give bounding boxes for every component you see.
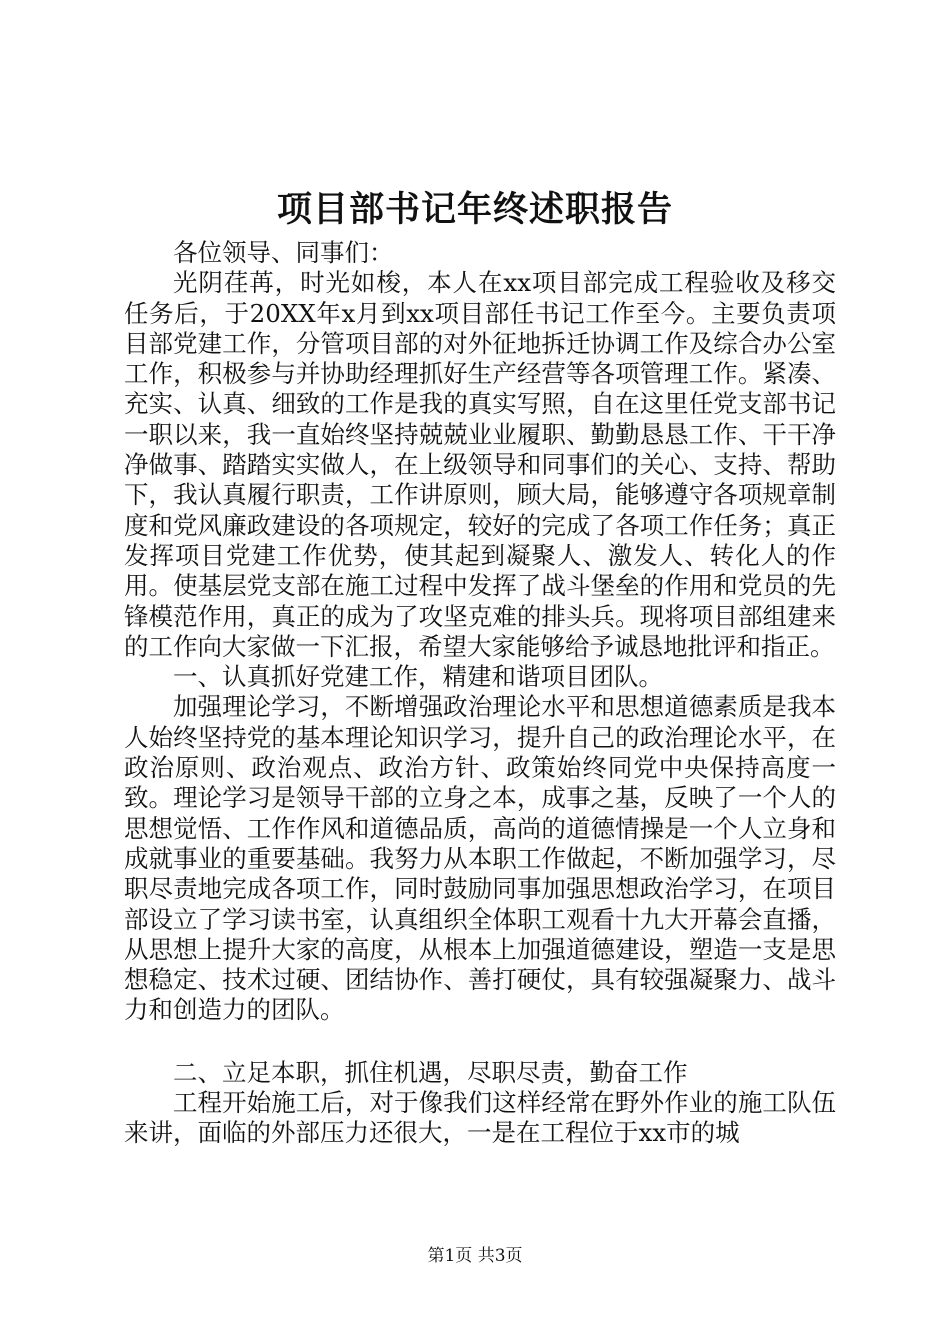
paragraph-gap (124, 1026, 836, 1058)
section-2-heading: 二、立足本职，抓住机遇，尽职尽责，勤奋工作 (173, 1057, 688, 1087)
intro-paragraph: 光阴荏苒，时光如梭，本人在xx项目部完成工程验收及移交任务后，于20XX年x月到xx项目部任书记工作至今。主要负责项目部党建工作，分管项目部的对外征地拆迁协调工作及综合办公室工作，积极参与并协助经理抓好生产经营等各项管理工作。紧凑、充实、认真、细致的工作是我的真实写照，自在这里任党支部书记一职以来，我一直始终坚持兢兢业业履职、勤勤恳恳工作、干干净净做事、踏踏实实做人，在上级领导和同事们的关心、支持、帮助下，我认真履行职责，工作讲原则，顾大局，能够遵守各项规章制度和党风廉政建设的各项规定，较好的完成了各项工作任务；真正发挥项目党建工作优势，使其起到凝聚人、激发人、转化人的作用。使基层党支部在施工过程中发挥了战斗堡垒的作用和党员的先锋模范作用，真正的成为了攻坚克难的排头兵。现将项目部组建来的工作向大家做一下汇报，希望大家能够给予诚恳地批评和指正。 (124, 268, 836, 661)
salutation: 各位领导、同事们： (173, 238, 394, 267)
document-title: 项目部书记年终述职报告 (276, 189, 673, 230)
section-2-paragraph: 工程开始施工后，对于像我们这样经常在野外作业的施工队伍来讲，面临的外部压力还很大，一是在工程位于xx市的城 (124, 1088, 836, 1148)
document-body (124, 238, 836, 1149)
page-footer: 第1页 共3页 (427, 1246, 523, 1266)
section-1-paragraph: 加强理论学习，不断增强政治理论水平和思想道德素质是我本人始终坚持党的基本理论知识学习，提升自己的政治理论水平，在政治原则、政治观点、政治方针、政策始终同党中央保持高度一致。理论学习是领导干部的立身之本，成事之基，反映了一个人的思想觉悟、工作作风和道德品质，高尚的道德情操是一个人立身和成就事业的重要基础。我努力从本职工作做起，不断加强学习，尽职尽责地完成各项工作，同时鼓励同事加强思想政治学习，在项目部设立了学习读书室，认真组织全体职工观看十九大开幕会直播，从思想上提升大家的高度，从根本上加强道德建设，塑造一支是思想稳定、技术过硬、团结协作、善打硬仗，具有较强凝聚力、战斗力和创造力的团队。 (124, 692, 836, 1025)
section-1-heading: 一、认真抓好党建工作，精建和谐项目团队。 (173, 662, 663, 692)
